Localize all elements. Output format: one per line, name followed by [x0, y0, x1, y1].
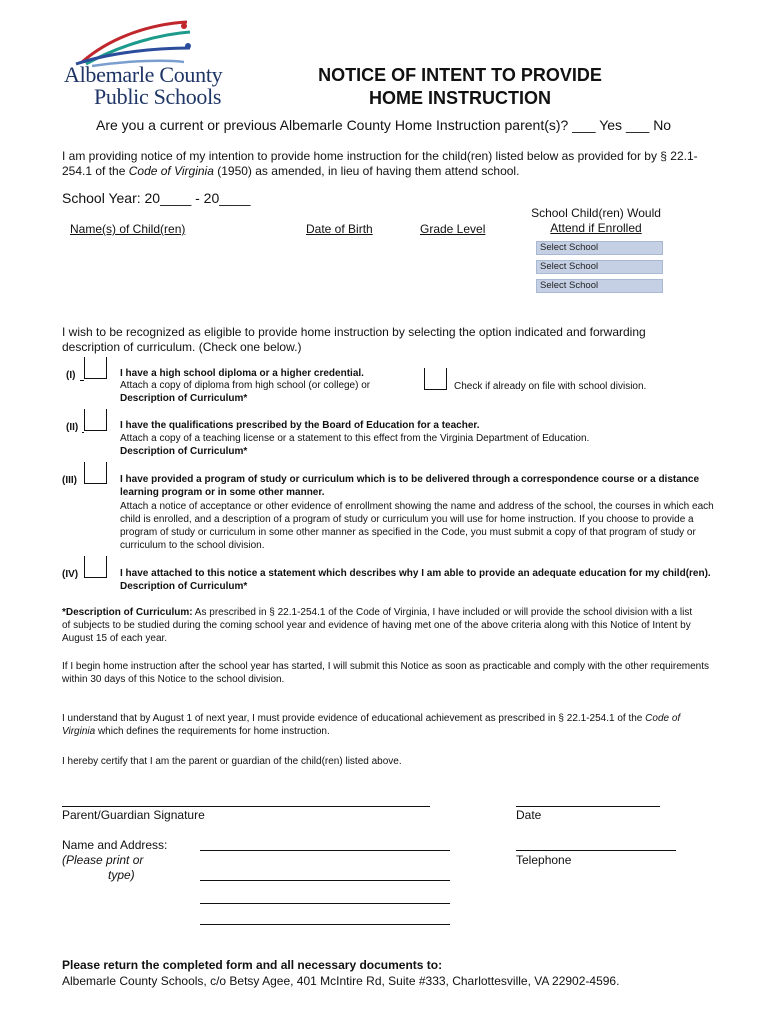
- col-header-dob: Date of Birth: [306, 222, 373, 236]
- intro-text-2: (1950) as amended, in lieu of having them attend school.: [213, 164, 520, 178]
- return-heading: Please return the completed form and all necessary documents to:: [62, 958, 443, 972]
- select-school-dropdown-1[interactable]: Select School: [536, 241, 663, 255]
- address-line-3[interactable]: [200, 903, 450, 904]
- recognize-paragraph: I wish to be recognized as eligible to provide home instruction by selecting the option indicated and forwarding description of curriculum. (Check one below.): [62, 325, 646, 354]
- option-1-desc: Description of Curriculum*: [120, 393, 248, 404]
- page-title-line-1: NOTICE OF INTENT TO PROVIDE: [318, 65, 602, 85]
- date-line[interactable]: [516, 806, 660, 807]
- description-note: [62, 606, 702, 645]
- school-year-field[interactable]: School Year: 20____ - 20____: [62, 190, 251, 206]
- select-school-dropdown-3[interactable]: Select School: [536, 279, 663, 293]
- option-1-line: [80, 380, 84, 381]
- intro-code: Code of Virginia: [128, 164, 214, 178]
- col-header-school-2: Attend if Enrolled: [550, 221, 642, 235]
- option-1-label: (I): [66, 370, 76, 381]
- option-2-checkbox[interactable]: [84, 409, 107, 431]
- intro-text-1: I am providing notice of my intention to provide home instruction for the child(ren) listed below as provided for by § 22.1-254.1 of the: [62, 149, 698, 178]
- print-note-2: type): [108, 868, 135, 882]
- option-3-detail: Attach a notice of acceptance or other evidence of enrollment showing the name and address of the school, the courses in which each child is enrolled, and a description of a program of study or curriculum you will use for home instruction. If you choose to provide a program of study or curriculum in some other manner as specified in the Code, you must submit a copy of that program of study or curriculum to the school division.: [120, 501, 714, 551]
- after-start-paragraph: If I begin home instruction after the school year has started, I will submit this Notice as soon as practicable and comply with the other requirements within 30 days of this Notice to the school division.: [62, 661, 709, 685]
- swoosh-icon: [62, 18, 262, 68]
- page-title-line-2: HOME INSTRUCTION: [369, 88, 551, 108]
- option-2-line: [82, 432, 84, 433]
- option-1-heading: I have a high school diploma or a higher credential.: [120, 368, 364, 379]
- option-2-heading: I have the qualifications prescribed by the Board of Education for a teacher.: [120, 420, 480, 431]
- achievement-code: Code of Virginia: [62, 713, 681, 737]
- telephone-line[interactable]: [516, 850, 676, 851]
- option-3-label: (III): [62, 475, 77, 486]
- address-line-4[interactable]: [200, 924, 450, 925]
- school-logo: [62, 18, 262, 110]
- col-header-names: Name(s) of Child(ren): [70, 222, 186, 236]
- telephone-label: Telephone: [516, 853, 572, 867]
- signature-line[interactable]: [62, 806, 430, 807]
- achievement-text-2: which defines the requirements for home instruction.: [95, 726, 330, 737]
- option-3-heading: I have provided a program of study or curriculum which is to be delivered through a correspondence course or a distance learning program or in some other manner.: [120, 474, 700, 498]
- option-2-detail: Attach a copy of a teaching license or a statement to this effect from the Virginia Department of Education.: [120, 433, 590, 444]
- address-line-1[interactable]: [200, 850, 450, 851]
- logo-line-1: Albemarle County: [64, 62, 223, 87]
- description-note-label: *Description of Curriculum:: [62, 607, 193, 618]
- col-header-grade: Grade Level: [420, 222, 486, 236]
- print-note-1: (Please print or: [62, 853, 144, 867]
- address-line-2[interactable]: [200, 880, 450, 881]
- logo-line-2: Public Schools: [94, 84, 222, 109]
- option-4-label: (IV): [62, 569, 79, 580]
- option-4-heading: I have attached to this notice a statement which describes why I am able to provide an adequate education for my child(ren). Description of Curriculum*: [120, 568, 711, 592]
- option-1-checkbox[interactable]: [84, 357, 107, 379]
- certify-statement: I hereby certify that I am the parent or guardian of the child(ren) listed above.: [62, 756, 402, 767]
- intro-paragraph: [62, 149, 702, 179]
- option-3-checkbox[interactable]: [84, 462, 107, 484]
- achievement-paragraph: [62, 712, 712, 738]
- return-address: Albemarle County Schools, c/o Betsy Agee, 401 McIntire Rd, Suite #333, Charlottesville, VA 22902-4596.: [62, 974, 620, 988]
- option-1-onfile-text: Check if already on file with school division.: [454, 381, 647, 392]
- previous-parent-question[interactable]: Are you a current or previous Albemarle County Home Instruction parent(s)? ___ Yes ___ No: [96, 117, 672, 133]
- col-header-school-1: School Child(ren) Would: [531, 206, 661, 220]
- option-2-label: (II): [66, 422, 79, 433]
- signature-label: Parent/Guardian Signature: [62, 808, 205, 822]
- description-note-text: As prescribed in § 22.1-254.1 of the Code of Virginia, I have included or will provide the school division with a list of subjects to be studied during the coming school year and evidence of having met one of the above criteria along with this Notice of Intent by August 15 of each year.: [62, 607, 693, 644]
- name-address-label: Name and Address:: [62, 838, 168, 852]
- option-1-detail: Attach a copy of diploma from high school (or college) or: [120, 380, 371, 391]
- option-1-onfile-checkbox[interactable]: [424, 368, 447, 390]
- option-4-checkbox[interactable]: [84, 556, 107, 578]
- select-school-dropdown-2[interactable]: Select School: [536, 260, 663, 274]
- option-2-desc: Description of Curriculum*: [120, 446, 248, 457]
- date-label: Date: [516, 808, 542, 822]
- achievement-text-1: I understand that by August 1 of next year, I must provide evidence of educational achievement as prescribed in § 22.1-254.1 of the: [62, 713, 646, 724]
